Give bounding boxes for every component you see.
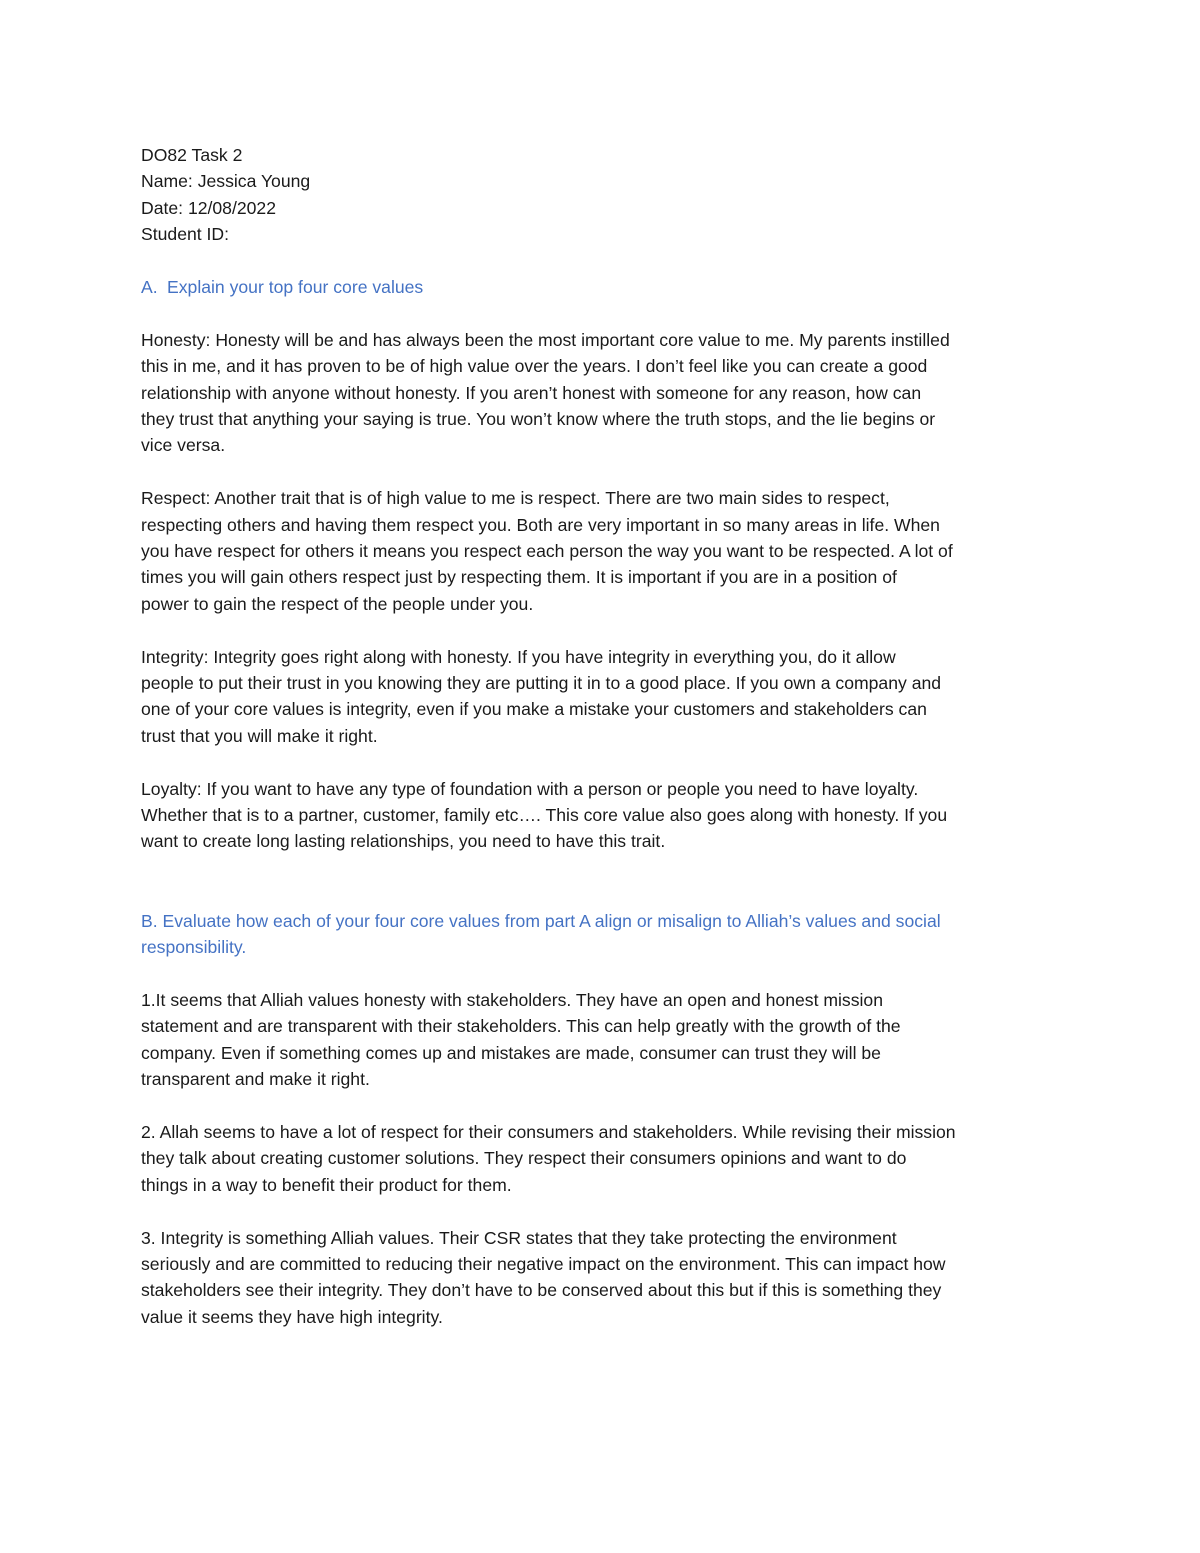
text-line: statement and are transparent with their stakeholders. This can help greatly with the growth of the bbox=[141, 1016, 901, 1037]
text-line: they talk about creating customer solutions. They respect their consumers opinions and want to do bbox=[141, 1148, 907, 1169]
paragraph-b1 bbox=[141, 987, 1061, 1093]
section-b-heading bbox=[141, 908, 1061, 961]
text-line: Honesty: Honesty will be and has always been the most important core value to me. My parents instilled bbox=[141, 329, 950, 350]
text-line: Whether that is to a partner, customer, family etc…. This core value also goes along with honesty. If you bbox=[141, 805, 948, 826]
paragraph-b3 bbox=[141, 1225, 1061, 1331]
text-line: 2. Allah seems to have a lot of respect for their consumers and stakeholders. While revising their mission bbox=[141, 1121, 956, 1142]
header-block bbox=[141, 142, 1061, 248]
text-line: this in me, and it has proven to be of high value over the years. I don’t feel like you can create a good bbox=[141, 356, 928, 377]
section-b-title-line: B. Evaluate how each of your four core values from part A align or misalign to Alliah’s values and social bbox=[141, 910, 941, 931]
student-id: Student ID: bbox=[141, 224, 230, 245]
text-line: relationship with anyone without honesty. If you aren’t honest with someone for any reason, how can bbox=[141, 382, 922, 403]
paragraph-integrity bbox=[141, 644, 1061, 750]
section-b-title-line: responsibility. bbox=[141, 937, 247, 958]
text-line: stakeholders see their integrity. They don’t have to be conserved about this but if this is something they bbox=[141, 1280, 942, 1301]
submission-date: Date: 12/08/2022 bbox=[141, 197, 276, 218]
text-line: you have respect for others it means you respect each person the way you want to be respected. A lot of bbox=[141, 541, 953, 562]
section-a-heading bbox=[141, 274, 1061, 300]
student-name: Name: Jessica Young bbox=[141, 171, 311, 192]
text-line: trust that you will make it right. bbox=[141, 725, 378, 746]
text-line: Integrity: Integrity goes right along with honesty. If you have integrity in everything you, do it allow bbox=[141, 646, 896, 667]
text-line: times you will gain others respect just by respecting them. It is important if you are in a position of bbox=[141, 567, 897, 588]
paragraph-loyalty bbox=[141, 776, 1061, 855]
text-line: value it seems they have high integrity. bbox=[141, 1306, 443, 1327]
text-line: 1.It seems that Alliah values honesty with stakeholders. They have an open and honest mission bbox=[141, 989, 883, 1010]
course-title: DO82 Task 2 bbox=[141, 145, 243, 165]
text-line: seriously and are committed to reducing their negative impact on the environment. This can impact how bbox=[141, 1253, 946, 1274]
text-line: Respect: Another trait that is of high value to me is respect. There are two main sides to respect, bbox=[141, 488, 890, 509]
text-line: one of your core values is integrity, even if you make a mistake your customers and stakeholders can bbox=[141, 699, 927, 720]
paragraph-respect bbox=[141, 485, 1061, 617]
spacer bbox=[141, 881, 1061, 907]
text-line: vice versa. bbox=[141, 435, 226, 456]
text-line: Loyalty: If you want to have any type of foundation with a person or people you need to have loyalty. bbox=[141, 778, 919, 799]
text-line: transparent and make it right. bbox=[141, 1069, 370, 1090]
text-line: respecting others and having them respect you. Both are very important in so many areas in life. When bbox=[141, 514, 940, 535]
section-a-number: A. bbox=[141, 277, 158, 298]
section-a-title: Explain your top four core values bbox=[167, 277, 424, 298]
text-line: 3. Integrity is something Alliah values. Their CSR states that they take protecting the environment bbox=[141, 1227, 897, 1248]
spacer bbox=[141, 248, 1061, 274]
text-line: power to gain the respect of the people under you. bbox=[141, 593, 534, 614]
paragraph-honesty bbox=[141, 327, 1061, 459]
text-line: want to create long lasting relationships, you need to have this trait. bbox=[141, 831, 666, 852]
text-line: things in a way to benefit their product for them. bbox=[141, 1174, 512, 1195]
text-line: people to put their trust in you knowing they are putting it in to a good place. If you own a company and bbox=[141, 673, 942, 694]
text-line: company. Even if something comes up and mistakes are made, consumer can trust they will be bbox=[141, 1042, 881, 1063]
paragraph-b2 bbox=[141, 1119, 1061, 1198]
document-body bbox=[141, 142, 1061, 1357]
text-line: they trust that anything your saying is true. You won’t know where the truth stops, and the lie begins or bbox=[141, 409, 936, 430]
